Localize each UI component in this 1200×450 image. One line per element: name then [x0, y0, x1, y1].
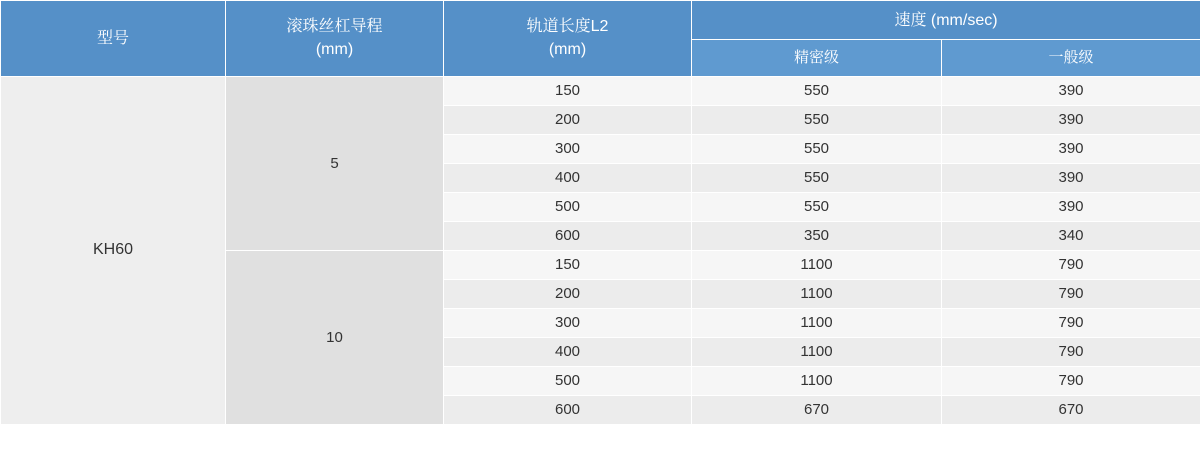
cell-lead-group-0: 5 — [226, 76, 444, 250]
cell-speed-general: 790 — [942, 250, 1200, 279]
cell-speed-general: 790 — [942, 279, 1200, 308]
cell-speed-general: 390 — [942, 163, 1200, 192]
cell-length: 400 — [444, 163, 692, 192]
cell-speed-general: 390 — [942, 105, 1200, 134]
header-speed-group: 速度 (mm/sec) — [692, 1, 1200, 40]
cell-speed-general: 390 — [942, 76, 1200, 105]
cell-speed-precision: 550 — [692, 163, 942, 192]
cell-length: 150 — [444, 250, 692, 279]
cell-length: 150 — [444, 76, 692, 105]
cell-speed-precision: 550 — [692, 76, 942, 105]
cell-length: 400 — [444, 337, 692, 366]
header-ballscrew-lead-line1: 滚珠丝杠导程 — [286, 18, 383, 36]
cell-length: 500 — [444, 366, 692, 395]
cell-length: 300 — [444, 308, 692, 337]
header-ballscrew-lead-line2: (mm) — [315, 41, 354, 59]
cell-lead-group-1: 10 — [226, 250, 444, 424]
cell-speed-general: 390 — [942, 192, 1200, 221]
cell-length: 600 — [444, 395, 692, 424]
cell-speed-precision: 1100 — [692, 308, 942, 337]
cell-length: 500 — [444, 192, 692, 221]
cell-model: KH60 — [1, 76, 226, 424]
cell-speed-general: 790 — [942, 337, 1200, 366]
header-rail-length-line2: (mm) — [548, 41, 587, 59]
cell-speed-general: 790 — [942, 366, 1200, 395]
header-rail-length — [444, 1, 692, 77]
cell-speed-precision: 1100 — [692, 366, 942, 395]
cell-length: 300 — [444, 134, 692, 163]
cell-speed-precision: 1100 — [692, 250, 942, 279]
cell-speed-precision: 350 — [692, 221, 942, 250]
cell-speed-precision: 550 — [692, 192, 942, 221]
cell-speed-precision: 1100 — [692, 279, 942, 308]
cell-length: 200 — [444, 105, 692, 134]
header-model: 型号 — [1, 1, 226, 77]
header-ballscrew-lead — [226, 1, 444, 77]
cell-speed-general: 340 — [942, 221, 1200, 250]
cell-speed-precision: 1100 — [692, 337, 942, 366]
table-row — [1, 76, 1200, 105]
table-header — [1, 1, 1200, 77]
cell-speed-general: 790 — [942, 308, 1200, 337]
header-speed-precision: 精密级 — [692, 40, 942, 77]
cell-speed-precision: 670 — [692, 395, 942, 424]
header-rail-length-line1: 轨道长度L2 — [526, 18, 609, 36]
header-row-top — [1, 1, 1200, 40]
cell-speed-precision: 550 — [692, 105, 942, 134]
table-body — [1, 76, 1200, 424]
cell-speed-precision: 550 — [692, 134, 942, 163]
cell-length: 200 — [444, 279, 692, 308]
cell-speed-general: 670 — [942, 395, 1200, 424]
header-speed-general: 一般级 — [942, 40, 1200, 77]
cell-length: 600 — [444, 221, 692, 250]
cell-speed-general: 390 — [942, 134, 1200, 163]
